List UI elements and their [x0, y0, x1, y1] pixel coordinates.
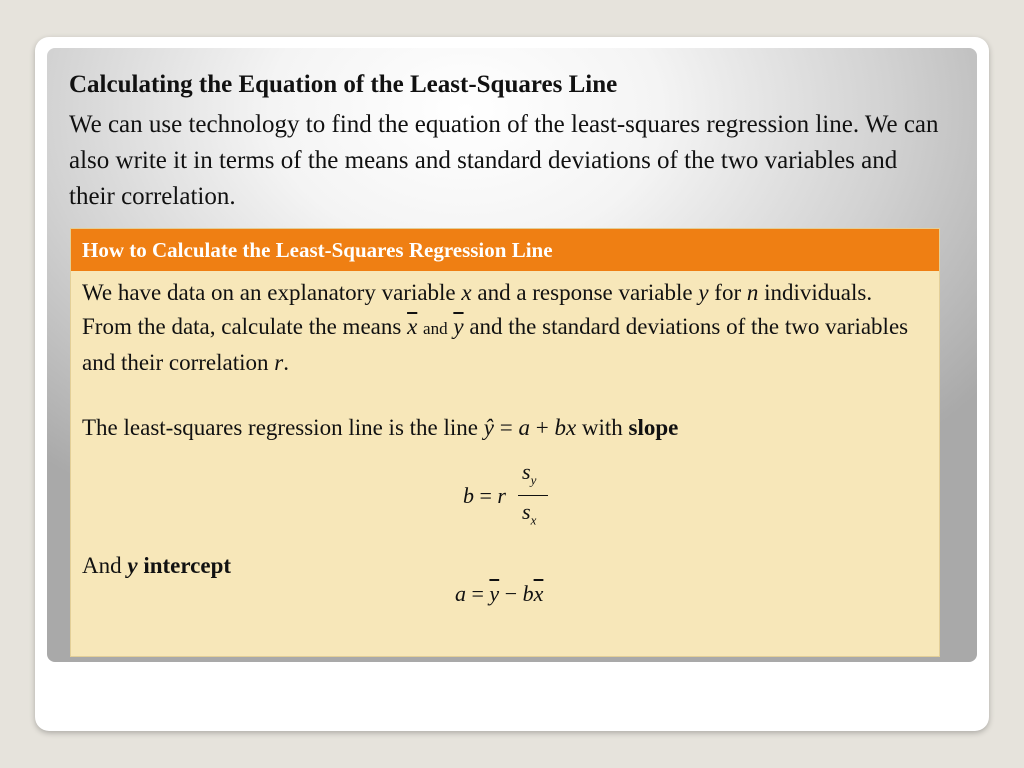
var-b: b	[463, 483, 474, 508]
subscript-y: y	[530, 472, 537, 488]
slope-lhs	[463, 483, 506, 509]
text: =	[493, 415, 519, 440]
subscript-x: x	[530, 512, 537, 528]
var-a: a	[455, 581, 466, 606]
definition-box-header: How to Calculate the Least-Squares Regression Line	[71, 229, 939, 271]
definition-box	[70, 228, 940, 657]
var-r: r	[497, 483, 506, 508]
var-a: a	[518, 415, 530, 440]
var-s: s	[522, 499, 531, 524]
y-hat: ŷ	[483, 415, 494, 440]
text: We have data on an explanatory variable	[82, 280, 462, 305]
var-s: s	[522, 459, 531, 484]
equals: =	[474, 483, 498, 508]
text: with	[576, 415, 629, 440]
slope-word: slope	[628, 415, 679, 440]
intercept-formula	[455, 581, 543, 607]
slide-heading: Calculating the Equation of the Least-Squares Line	[69, 71, 618, 98]
intro-paragraph: We can use technology to find the equation of the least-squares regression line. We can also write it in terms of the means and standard deviations of the two variables and their correlation.	[69, 111, 939, 210]
var-y: y	[698, 280, 709, 305]
x-bar: $\overline{x}$	[533, 581, 544, 606]
data-description-paragraph	[82, 276, 922, 380]
var-r: r	[274, 350, 284, 375]
equals: =	[466, 581, 490, 606]
text: +	[529, 415, 555, 440]
intercept-paragraph	[82, 549, 922, 583]
and-word: and	[423, 319, 448, 338]
text: The least-squares regression line is the line	[82, 415, 484, 440]
var-n: n	[746, 280, 759, 305]
text: .	[283, 350, 289, 375]
minus: −	[499, 581, 523, 606]
var-x: x	[461, 280, 472, 305]
slope-formula	[463, 461, 553, 541]
y-bar: $\overline{y}$	[489, 581, 500, 606]
var-bx: bx	[554, 415, 577, 440]
regression-line-paragraph	[82, 411, 922, 445]
fraction-bar	[518, 495, 548, 496]
slope-numerator	[522, 459, 536, 488]
intercept-word: intercept	[137, 553, 232, 578]
text: and the standard deviations of the two variables and their correlation	[82, 314, 909, 375]
text: individuals. From the data, calculate the means	[82, 280, 873, 339]
text: for	[708, 280, 747, 305]
text: And	[82, 553, 128, 578]
var-y: y	[127, 553, 138, 578]
var-b: b	[522, 581, 534, 606]
y-bar: $\overline{y}$	[453, 314, 464, 339]
x-bar: $\overline{x}$	[407, 314, 418, 339]
text: and a response variable	[471, 280, 699, 305]
slope-denominator	[522, 499, 536, 528]
